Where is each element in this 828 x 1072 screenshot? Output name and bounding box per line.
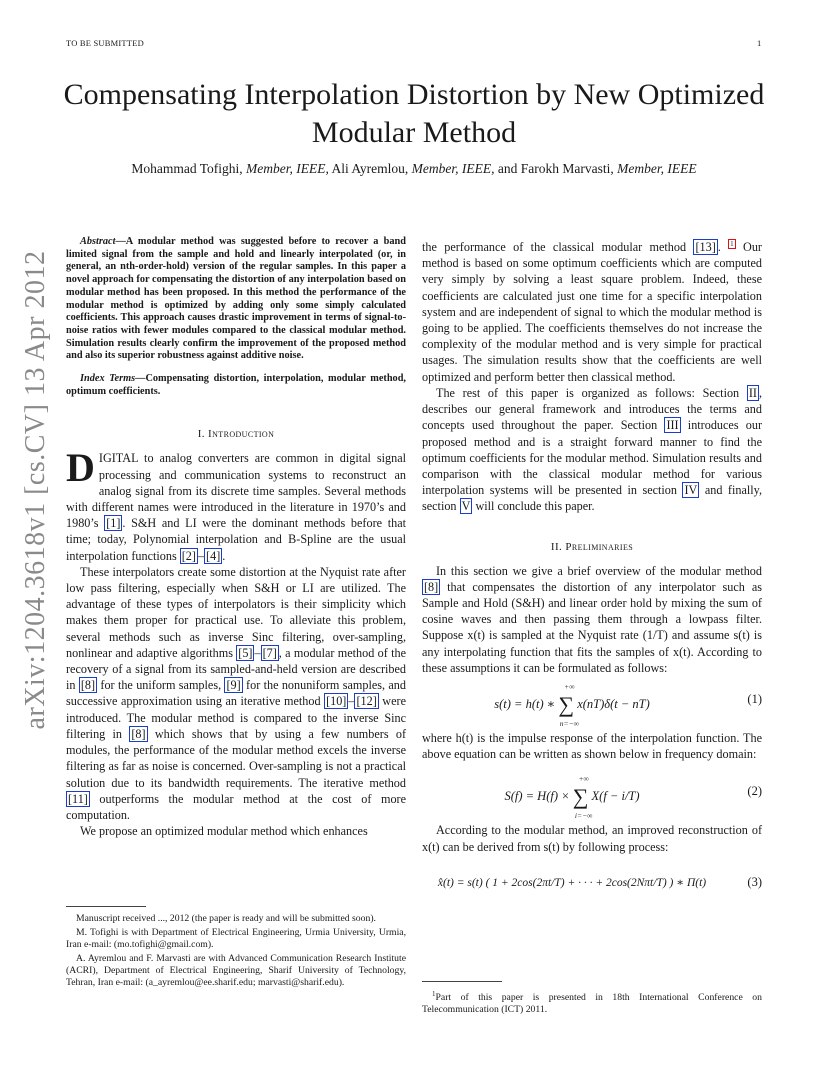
summation-symbol: ∑ +∞ i=−∞: [572, 774, 593, 821]
citation-link[interactable]: [7]: [262, 645, 277, 660]
author-role: Member, IEEE,: [246, 161, 329, 176]
citation-link[interactable]: [2]: [181, 548, 196, 563]
body-paragraph: In this section we give a brief overview of the modular method [8] that compensates the distortion of any interpolator such as Sample and Hold (S&H) and linear order hold by mixing the sum of cosine waves and then passing them through a lowpass filter. Suppose x(t) is sampled at the Nyquist rate (1/T) and assume s(t) is any interpolating function that fits the samples of x(t). According to these assumptions it can be formulated as follows:: [422, 563, 762, 675]
index-terms: [66, 373, 406, 398]
intro-paragraph: DIGITAL to analog converters are common in digital signal processing and communication systems to reconstruct an analog signal from its discrete time samples. Several methods with different names were introduced in the literature in 1970’s and 1980’s [1] . S&H and LI were the dominant methods before that time; today, Polynomial interpolation and B-Spline are the usual interpolation functions [2] – [4] .: [66, 445, 406, 563]
citation-link[interactable]: [8]: [80, 678, 96, 693]
footnote-link[interactable]: 1: [730, 240, 734, 248]
citation-link[interactable]: [8]: [424, 579, 439, 594]
footnote: $^1$Part of this paper is presented in 18th International Conference on Telecommunication (ICT) 2011.: [422, 990, 762, 1016]
citation-link[interactable]: [5]: [238, 645, 253, 660]
citation-link[interactable]: [12]: [356, 694, 377, 709]
citation-link[interactable]: [10]: [326, 694, 347, 709]
abstract-text: —A modular method was suggested before to recover a band limited signal from the sample and hold and linearly interpolated (or, in general, an nth-order-hold) version of the regular samples. In this paper a novel approach for compensating the distortion of any interpolation based on modular method has been proposed. In this method the performance of the modular method is optimized by adding only some simply calculated coefficients. This approach causes drastic improvement in terms of signal-to-noise ratios with fewer modules compared to the classical modular method. Simulation results clearly confirm the improvement of the proposed method and also its superior robustness against additive noise.: [66, 236, 406, 362]
footnote-rule: [422, 981, 502, 982]
intro-paragraph: These interpolators create some distortion at the Nyquist rate after low pass filtering, especially when S&H or LI are utilized. The advantage of these types of interpolators is their simplicity which makes them proper for practical use. To alleviate this problem, several methods such as inverse Sinc filtering, over-sampling, nonlinear and adaptive algorithms [5] – [7] , a modular method of the recovery of a signal from its sampled-and-held version are described in [8] for the uniform samples, [9] for the nonuniform samples, and successive approximation using an iterative method [10] – [12] were introduced. The modular method is compared to the inverse Sinc filtering in [8] which shows that by using a few numbers of modules, the performance of the modular method excels the inverse filtering as far as noise is concerned. Over-sampling is not a practical solution due to its bandwidth requirements. The iterative method [11] outperforms the modular method at the cost of more computation.: [66, 564, 406, 822]
citation-link[interactable]: [4]: [206, 548, 221, 563]
author-name: Ali Ayremlou,: [331, 161, 409, 176]
author-role: Member, IEEE,: [411, 161, 495, 176]
section-link[interactable]: IV: [684, 483, 698, 498]
author-list: [40, 161, 788, 177]
equation-2: S(f) = H(f) × ∑ +∞ i=−∞ X(f − i/T) (2): [504, 774, 762, 821]
abstract-lead: Abstract: [80, 236, 116, 247]
footnote-rule: [66, 906, 146, 907]
equation-number: (1): [747, 691, 762, 706]
body-paragraph: where h(t) is the impulse response of the interpolation function. The above equation can be written as shown below in frequency domain:: [422, 730, 762, 762]
intro-paragraph: We propose an optimized modular method which enhances: [80, 824, 368, 839]
footnote: Manuscript received ..., 2012 (the paper is ready and will be submitted soon).: [76, 913, 376, 924]
left-column: [66, 236, 406, 839]
body-paragraph: The rest of this paper is organized as follows: Section II , describes our general framework and introduces the terms and concepts used throughout the paper. Section III introduces our proposed method and is a straight forward manner to find the optimum coefficients for the modular method. Simulation results and comparison with the classical modular method for various interpolation systems will be presented in section IV and finally, section V will conclude this paper.: [422, 385, 762, 514]
footnote: A. Ayremlou and F. Marvasti are with Advanced Communication Research Institute (ACRI), Department of Electrical Engineering, Sharif University of Technology, Tehran, Iran e-mail: (a_ayremlou@ee.sharif.edu; marvasti@sharif.edu).: [66, 953, 406, 988]
index-terms-lead: Index Terms: [80, 373, 136, 385]
section-link[interactable]: V: [461, 499, 471, 514]
summation-symbol: ∑ +∞ n=−∞: [558, 681, 579, 728]
citation-link[interactable]: [9]: [226, 678, 241, 693]
citation-link[interactable]: [11]: [68, 791, 88, 806]
author-name: Mohammad Tofighi,: [131, 161, 243, 176]
section-heading: II. Preliminaries: [550, 540, 634, 553]
equation-3: x̂(t) = s(t) ( 1 + 2cos(2πt/T) + · · · + 2cos(2Nπt/T) ) ∗ Π(t) (3): [437, 874, 762, 889]
equation-number: (2): [747, 784, 762, 799]
body-paragraph: According to the modular method, an improved reconstruction of x(t) can be derived from s(t) by following process:: [422, 823, 762, 854]
section-heading: I. Introduction: [197, 428, 275, 441]
author-role: Member, IEEE: [617, 161, 697, 176]
right-column: [422, 236, 762, 913]
index-terms-text: —Compensating distortion, interpolation, modular method, optimum coefficients.: [66, 373, 406, 397]
drop-cap: D: [66, 445, 95, 491]
abstract: [66, 236, 406, 363]
page-number: 1: [757, 38, 762, 48]
citation-link[interactable]: [8]: [131, 726, 146, 741]
footnotes: [66, 913, 406, 991]
section-link[interactable]: II: [748, 385, 757, 400]
author-name: and Farokh Marvasti,: [497, 161, 614, 176]
citation-link[interactable]: [1]: [106, 516, 121, 531]
footnotes: [422, 988, 762, 1018]
citation-link[interactable]: [13]: [695, 240, 716, 255]
paper-title: Compensating Interpolation Distortion by New Optimized Modular Method: [63, 78, 765, 149]
equation-number: (3): [747, 874, 762, 889]
footnote: M. Tofighi is with Department of Electrical Engineering, Urmia University, Urmia, Iran e-mail: (mo.tofighi@gmail.com).: [66, 927, 406, 950]
body-paragraph: the performance of the classical modular method [13] . $^1$ Our method is based on some optimum coefficients which are computed very simply by solving a least square problem. Indeed, these coefficients are calculated just one time for a specific interpolation system and are independent of signal to which the modular method is going to be applied. The coefficients themselves do not increase the complexity of the modular method and is very simple for practical usages. The simulation results show that the coefficients are well optimized and perform better then classical method.: [422, 240, 762, 384]
arxiv-stamp: arXiv:1204.3618v1 [cs.CV] 13 Apr 2012: [20, 250, 51, 730]
section-link[interactable]: III: [666, 418, 679, 433]
running-header: TO BE SUBMITTED: [66, 38, 144, 48]
equation-1: s(t) = h(t) ∗ ∑ +∞ n=−∞ x(nT)δ(t − nT) (1): [494, 681, 762, 728]
